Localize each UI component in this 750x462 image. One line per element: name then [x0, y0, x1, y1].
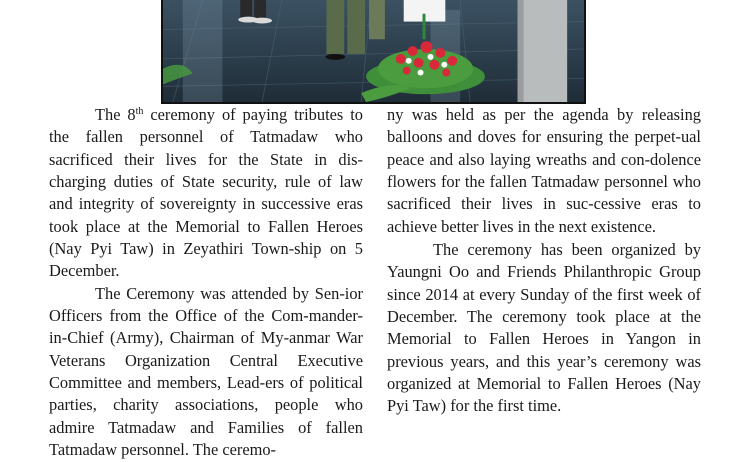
paragraph-text: The 8 — [95, 105, 136, 124]
ceremony-photo-illustration — [163, 0, 584, 102]
article-right-column — [387, 104, 701, 418]
paragraph-ceremony-agenda: ny was held as per the agenda by releasing balloons and doves for ensuring the perpet-ual peace and also laying wreaths and con-dolence flowers for the fallen Tatmadaw personnel who sacrificed their lives in suc-cessive eras to achieve better lives in the next existence. — [387, 105, 701, 236]
ceremony-photo — [161, 0, 586, 104]
paragraph-ceremony-intro — [49, 104, 363, 283]
paragraph-organizer-history: The ceremony has been organized by Yaungni Oo and Friends Philanthropic Group since 2014 at every Sunday of the first week of December. The ceremony took place at the Memorial to Fallen Heroes in Yangon in previous years, and this year’s ceremony was organized at Memorial to Fallen Heroes (Nay Pyi Taw) for the first time. — [387, 240, 701, 416]
ordinal-superscript: th — [135, 106, 144, 117]
paragraph-attendees: The Ceremony was attended by Sen-ior Officers from the Office of the Com-mander-in-Chief (Army), Chairman of My-anmar War Veterans Organization Central Executive Committee and members, Lead-ers of political parties, charity associations, people who admire Tatmadaw and Families of fallen Tatmadaw personnel. The ceremo- — [49, 283, 363, 460]
article-left-column — [49, 104, 363, 462]
paragraph-text: ceremony of paying tributes to the fallen personnel of Tatmadaw who sacrificed their lives for the State in dis-charging duties of State security, rule of law and integrity of sovereignty in successive eras took place at the Memorial to Fallen Heroes (Nay Pyi Taw) in Zeyathiri Town-ship on 5 December. — [49, 105, 363, 281]
